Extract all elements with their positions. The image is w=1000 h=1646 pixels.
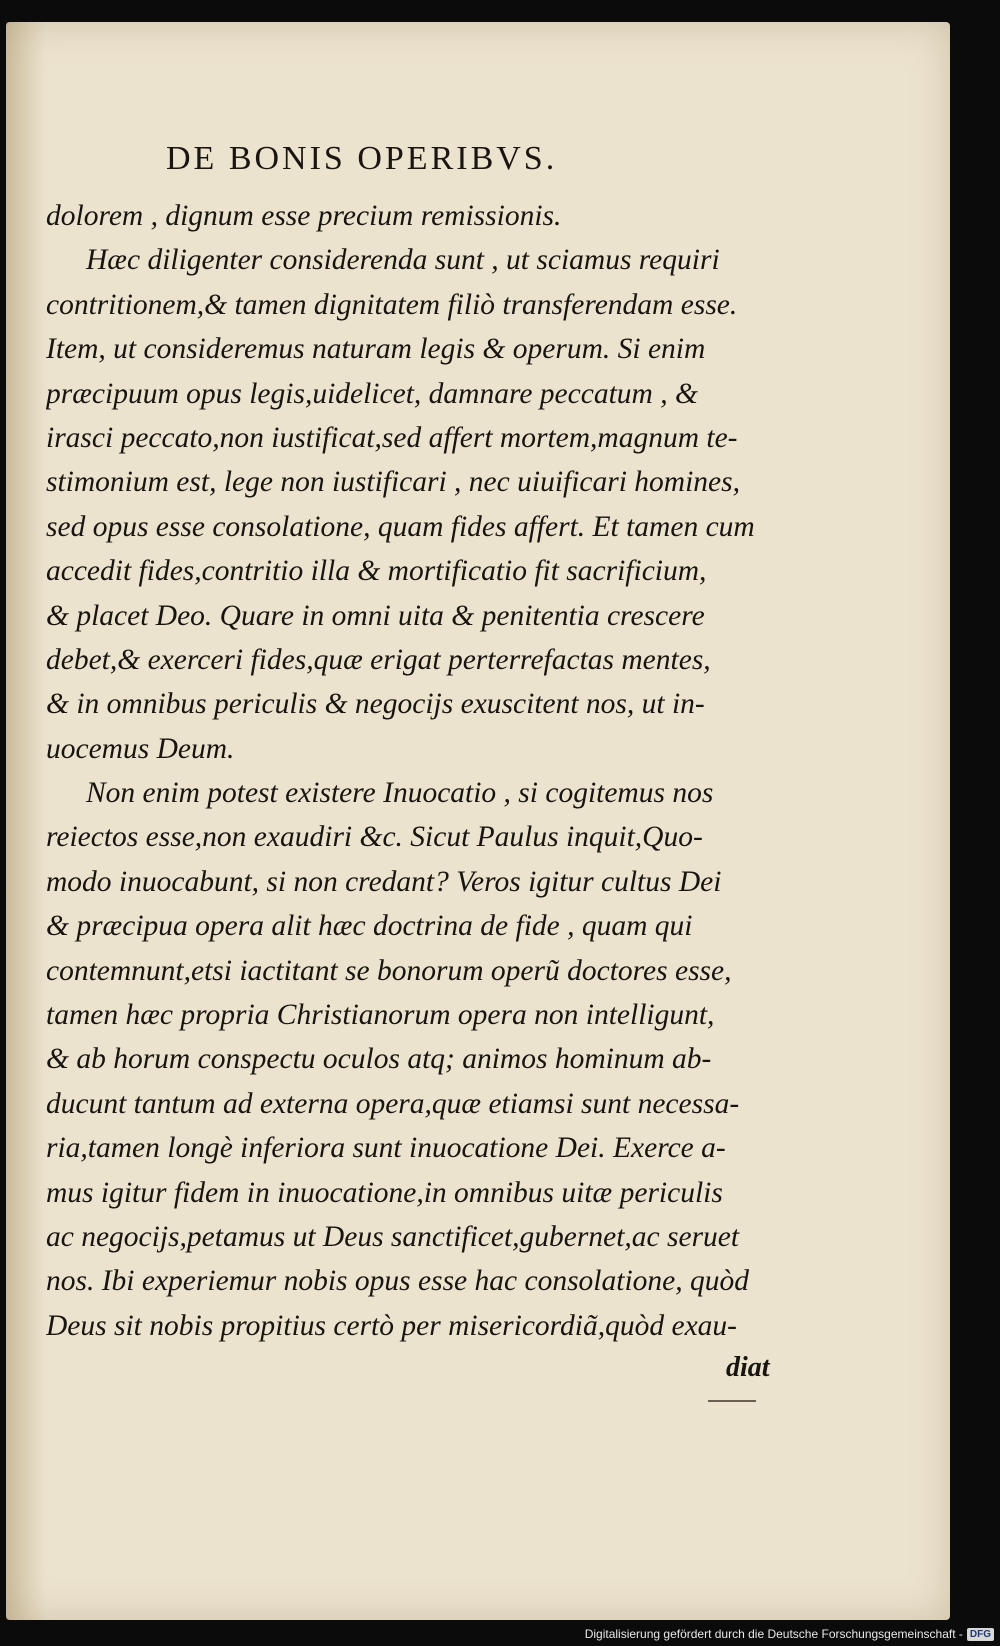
text-line: mus igitur fidem in inuocatione,in omnibus uitæ periculis [46, 1176, 723, 1209]
dfg-logo: DFG [967, 1628, 994, 1641]
text-line: debet,& exerceri fides,quæ erigat perterrefactas mentes, [46, 643, 711, 676]
text-line: accedit fides,contritio illa & mortificatio fit sacrificium, [46, 555, 707, 588]
text-line: nos. Ibi experiemur nobis opus esse hac consolatione, quòd [46, 1265, 749, 1298]
text-line: tamen hæc propria Christianorum opera non intelligunt, [46, 999, 715, 1032]
text-line: præcipuum opus legis,uidelicet, damnare peccatum , & [46, 377, 698, 410]
text-line: ria,tamen longè inferiora sunt inuocatione Dei. Exerce a- [46, 1132, 726, 1165]
text-line: contritionem,& tamen dignitatem filiò transferendam esse. [46, 288, 738, 321]
text-line: & ab horum conspectu oculos atq; animos hominum ab- [46, 1043, 712, 1076]
text-line: Deus sit nobis propitius certò per misericordiã,quòd exau- [46, 1309, 738, 1342]
text-line: Non enim potest existere Inuocatio , si cogitemus nos [86, 777, 714, 810]
running-head: DE BONIS OPERIBVS. [166, 140, 558, 177]
text-line: reiectos esse,non exaudiri &c. Sicut Paulus inquit,Quo- [46, 821, 703, 854]
book-page [6, 22, 950, 1620]
text-line: Item, ut consideremus naturam legis & operum. Si enim [46, 333, 706, 366]
text-line: irasci peccato,non iustificat,sed affert mortem,magnum te- [46, 421, 738, 454]
text-line: uocemus Deum. [46, 732, 235, 765]
text-line: ducunt tantum ad externa opera,quæ etiamsi sunt necessa- [46, 1087, 740, 1120]
catchword: diat [726, 1352, 770, 1383]
body-text [46, 194, 791, 1348]
footer-text: Digitalisierung gefördert durch die Deutsche Forschungsgemeinschaft - [584, 1627, 963, 1641]
text-line: & præcipua opera alit hæc doctrina de fide , quam qui [46, 910, 693, 943]
text-line: Hæc diligenter considerenda sunt , ut sciamus requiri [86, 244, 720, 277]
digitization-footer [585, 1624, 994, 1644]
text-line: & placet Deo. Quare in omni uita & penitentia crescere [46, 599, 705, 632]
text-line: modo inuocabunt, si non credant? Veros igitur cultus Dei [46, 865, 722, 898]
text-line: & in omnibus periculis & negocijs exuscitent nos, ut in- [46, 688, 705, 721]
text-line: sed opus esse consolatione, quam fides affert. Et tamen cum [46, 510, 755, 543]
text-line: contemnunt,etsi iactitant se bonorum operũ doctores esse, [46, 954, 732, 987]
text-line: stimonium est, lege non iustificari , nec uiuificari homines, [46, 466, 740, 499]
catchword-rule [708, 1400, 756, 1402]
text-line: dolorem , dignum esse precium remissionis. [46, 200, 562, 232]
text-line: ac negocijs,petamus ut Deus sanctificet,gubernet,ac seruet [46, 1220, 740, 1253]
